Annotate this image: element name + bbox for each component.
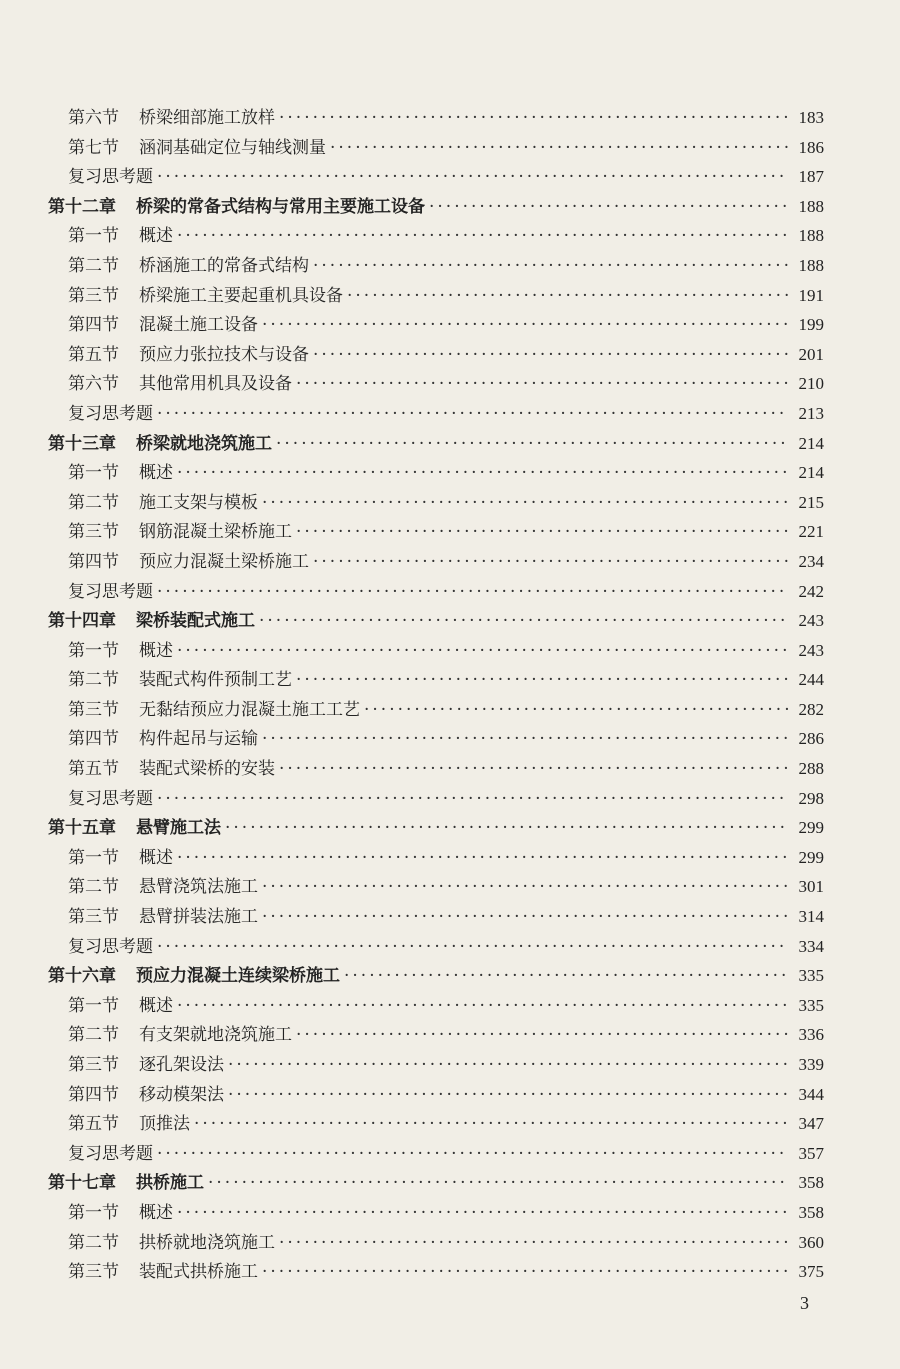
toc-section-row (48, 724, 824, 754)
toc-section-row (48, 458, 824, 488)
toc-entry-title: 桥梁施工主要起重机具设备 (139, 285, 343, 306)
dot-leader (279, 755, 788, 785)
toc-page-number: 339 (798, 1055, 824, 1074)
toc-review-row (48, 784, 824, 814)
toc-page-number: 375 (798, 1262, 824, 1282)
toc-entry-number: 第十三章 (48, 433, 116, 454)
toc-page-number: 186 (798, 137, 824, 157)
toc-entry-title: 复习思考题 (68, 167, 153, 188)
toc-entry-number: 第二节 (68, 492, 119, 513)
dot-leader (262, 1258, 788, 1288)
toc-section-row (48, 1050, 824, 1080)
dot-leader (347, 282, 788, 312)
toc-entry-title: 复习思考题 (68, 403, 153, 424)
dot-leader (313, 341, 788, 371)
toc-page-number: 358 (798, 1173, 824, 1193)
dot-leader (194, 1110, 788, 1140)
toc-section-row (48, 369, 824, 399)
toc-entry-number: 第一节 (68, 1202, 119, 1223)
toc-entry-number: 第五节 (68, 759, 119, 780)
toc-entry-title: 构件起吊与运输 (139, 729, 258, 750)
toc-entry-number: 第四节 (68, 1084, 119, 1105)
toc-section-row (48, 1228, 824, 1258)
toc-page-number: 199 (798, 315, 824, 335)
toc-entry-title: 桥梁的常备式结构与常用主要施工设备 (136, 196, 425, 217)
toc-entry-title: 顶推法 (139, 1114, 190, 1135)
toc-section-row (48, 754, 824, 784)
toc-entry-title: 预应力张拉技术与设备 (139, 344, 309, 365)
toc-page-number: 358 (798, 1202, 824, 1222)
toc-section-row (48, 1109, 824, 1139)
toc-entry-number: 第二节 (68, 1025, 119, 1046)
dot-leader (177, 459, 788, 489)
toc-entry-title: 装配式拱桥施工 (139, 1262, 258, 1283)
toc-review-row (48, 399, 824, 429)
toc-page-number: 215 (798, 492, 824, 512)
toc-entry-number: 第二节 (68, 255, 119, 276)
dot-leader (313, 548, 788, 578)
toc-entry-title: 概述 (139, 847, 173, 868)
dot-leader (228, 1051, 788, 1081)
dot-leader (296, 666, 788, 696)
toc-entry-title: 概述 (139, 1202, 173, 1223)
dot-leader (177, 222, 788, 252)
dot-leader (228, 1081, 788, 1111)
toc-page-number: 299 (798, 818, 824, 838)
toc-chapter-row (48, 813, 824, 843)
toc-page-number: 288 (798, 759, 824, 779)
toc-page-number: 314 (798, 907, 824, 927)
toc-chapter-row (48, 1168, 824, 1198)
toc-entry-number: 第十七章 (48, 1173, 116, 1194)
dot-leader (296, 1021, 788, 1051)
toc-page-number: 234 (798, 551, 824, 571)
toc-entry-number: 第二节 (68, 1232, 119, 1253)
toc-entry-number: 第六节 (68, 374, 119, 395)
dot-leader (262, 725, 788, 755)
toc-entry-number: 第一节 (68, 995, 119, 1016)
toc-entry-number: 第十五章 (48, 818, 116, 839)
toc-entry-number: 第三节 (68, 907, 119, 928)
toc-page-number: 344 (798, 1084, 824, 1104)
toc-section-row (48, 133, 824, 163)
toc-entry-title: 复习思考题 (68, 936, 153, 957)
dot-leader (177, 1199, 788, 1229)
toc-section-row (48, 1080, 824, 1110)
toc-entry-number: 第四节 (68, 551, 119, 572)
toc-entry-title: 悬臂施工法 (136, 818, 221, 839)
page-number: 3 (800, 1293, 809, 1313)
dot-leader (157, 785, 788, 815)
table-of-contents (48, 103, 824, 1287)
toc-page-number: 298 (798, 788, 824, 808)
toc-entry-title: 施工支架与模板 (139, 492, 258, 513)
toc-chapter-row (48, 192, 824, 222)
toc-page-number: 335 (798, 995, 824, 1015)
toc-page-number: 336 (798, 1025, 824, 1045)
toc-section-row (48, 310, 824, 340)
toc-entry-title: 移动模架法 (139, 1084, 224, 1105)
toc-page-number: 347 (798, 1114, 824, 1134)
toc-section-row (48, 1020, 824, 1050)
toc-page-number: 221 (798, 522, 824, 542)
dot-leader (364, 696, 788, 726)
toc-section-row (48, 488, 824, 518)
toc-entry-number: 第一节 (68, 640, 119, 661)
toc-entry-number: 第四节 (68, 729, 119, 750)
dot-leader (157, 1140, 788, 1170)
toc-entry-title: 装配式梁桥的安装 (139, 759, 275, 780)
toc-entry-title: 预应力混凝土连续梁桥施工 (136, 966, 340, 987)
toc-page-number: 183 (798, 108, 824, 127)
toc-entry-number: 第一节 (68, 463, 119, 484)
toc-entry-title: 拱桥施工 (136, 1173, 204, 1194)
toc-section-row (48, 517, 824, 547)
dot-leader (157, 933, 788, 963)
toc-review-row (48, 1139, 824, 1169)
toc-entry-number: 第二节 (68, 670, 119, 691)
toc-page-number: 213 (798, 403, 824, 423)
dot-leader (279, 1229, 788, 1259)
dot-leader (225, 814, 788, 844)
toc-entry-title: 悬臂浇筑法施工 (139, 877, 258, 898)
toc-entry-number: 第五节 (68, 1114, 119, 1135)
toc-entry-number: 第七节 (68, 137, 119, 158)
toc-chapter-row (48, 606, 824, 636)
toc-section-row (48, 251, 824, 281)
toc-section-row (48, 636, 824, 666)
dot-leader (262, 489, 788, 519)
toc-entry-title: 逐孔架设法 (139, 1055, 224, 1075)
toc-page-number: 301 (798, 877, 824, 897)
toc-entry-number: 第三节 (68, 699, 119, 720)
toc-section-row (48, 281, 824, 311)
toc-entry-number: 第一节 (68, 847, 119, 868)
toc-entry-number: 第一节 (68, 226, 119, 247)
toc-page-number: 201 (798, 344, 824, 364)
toc-review-row (48, 932, 824, 962)
toc-entry-title: 桥梁就地浇筑施工 (136, 433, 272, 454)
dot-leader (279, 104, 788, 134)
toc-entry-number: 第六节 (68, 108, 119, 128)
toc-section-row (48, 340, 824, 370)
toc-entry-title: 混凝土施工设备 (139, 315, 258, 336)
dot-leader (296, 518, 788, 548)
toc-section-row (48, 695, 824, 725)
toc-review-row (48, 577, 824, 607)
dot-leader (157, 163, 788, 193)
toc-page-number: 210 (798, 374, 824, 394)
toc-entry-title: 悬臂拼装法施工 (139, 907, 258, 928)
toc-page-number: 335 (798, 966, 824, 986)
toc-section-row (48, 103, 824, 133)
toc-entry-title: 梁桥装配式施工 (136, 611, 255, 632)
toc-entry-title: 有支架就地浇筑施工 (139, 1025, 292, 1046)
toc-page-number: 214 (798, 463, 824, 483)
toc-page-number: 334 (798, 936, 824, 956)
toc-entry-number: 第五节 (68, 344, 119, 365)
toc-entry-title: 桥涵施工的常备式结构 (139, 255, 309, 276)
dot-leader (262, 873, 788, 903)
toc-page-number: 299 (798, 847, 824, 867)
toc-entry-title: 概述 (139, 463, 173, 484)
dot-leader (177, 637, 788, 667)
toc-entry-number: 第四节 (68, 315, 119, 336)
toc-entry-title: 钢筋混凝土梁桥施工 (139, 522, 292, 543)
toc-chapter-row (48, 429, 824, 459)
toc-page-number: 282 (798, 699, 824, 719)
toc-page-number: 188 (798, 255, 824, 275)
dot-leader (177, 992, 788, 1022)
toc-section-row (48, 547, 824, 577)
dot-leader (259, 607, 788, 637)
toc-section-row (48, 1198, 824, 1228)
toc-entry-title: 复习思考题 (68, 788, 153, 809)
toc-page-number: 244 (798, 670, 824, 690)
toc-entry-number: 第三节 (68, 522, 119, 543)
dot-leader (313, 252, 788, 282)
toc-section-row (48, 665, 824, 695)
toc-section-row (48, 991, 824, 1021)
dot-leader (262, 903, 788, 933)
dot-leader (177, 844, 788, 874)
toc-entry-title: 复习思考题 (68, 581, 153, 602)
toc-entry-title: 涵洞基础定位与轴线测量 (139, 137, 326, 158)
toc-entry-title: 复习思考题 (68, 1143, 153, 1164)
toc-entry-title: 无黏结预应力混凝土施工工艺 (139, 699, 360, 720)
dot-leader (157, 578, 788, 608)
toc-entry-title: 装配式构件预制工艺 (139, 670, 292, 691)
toc-chapter-row (48, 961, 824, 991)
toc-section-row (48, 872, 824, 902)
toc-entry-title: 其他常用机具及设备 (139, 374, 292, 395)
toc-entry-title: 预应力混凝土梁桥施工 (139, 551, 309, 572)
toc-page-number: 214 (798, 433, 824, 453)
toc-entry-number: 第二节 (68, 877, 119, 898)
toc-page-number: 188 (798, 196, 824, 216)
toc-entry-number: 第十六章 (48, 966, 116, 987)
toc-section-row (48, 843, 824, 873)
toc-page-number: 187 (798, 167, 824, 187)
toc-page-number: 286 (798, 729, 824, 749)
toc-section-row (48, 902, 824, 932)
dot-leader (296, 370, 788, 400)
dot-leader (276, 430, 788, 460)
toc-page-number: 357 (798, 1143, 824, 1163)
toc-entry-title: 概述 (139, 226, 173, 247)
toc-entry-title: 拱桥就地浇筑施工 (139, 1232, 275, 1253)
toc-page-number: 243 (798, 611, 824, 631)
toc-entry-title: 概述 (139, 995, 173, 1016)
toc-page-number: 242 (798, 581, 824, 601)
toc-entry-title: 桥梁细部施工放样 (139, 108, 275, 128)
toc-entry-number: 第三节 (68, 285, 119, 306)
dot-leader (157, 400, 788, 430)
toc-page-number: 243 (798, 640, 824, 660)
toc-entry-number: 第十四章 (48, 611, 116, 632)
toc-review-row (48, 162, 824, 192)
dot-leader (330, 134, 788, 164)
dot-leader (208, 1169, 788, 1199)
toc-page-number: 188 (798, 226, 824, 246)
dot-leader (262, 311, 788, 341)
toc-entry-number: 第三节 (68, 1055, 119, 1075)
toc-entry-title: 概述 (139, 640, 173, 661)
dot-leader (344, 962, 788, 992)
toc-section-row (48, 1257, 824, 1287)
dot-leader (429, 193, 788, 223)
toc-entry-number: 第十二章 (48, 196, 116, 217)
toc-entry-number: 第三节 (68, 1262, 119, 1283)
toc-page-number: 191 (798, 285, 824, 305)
toc-page-number: 360 (798, 1232, 824, 1252)
toc-section-row (48, 221, 824, 251)
